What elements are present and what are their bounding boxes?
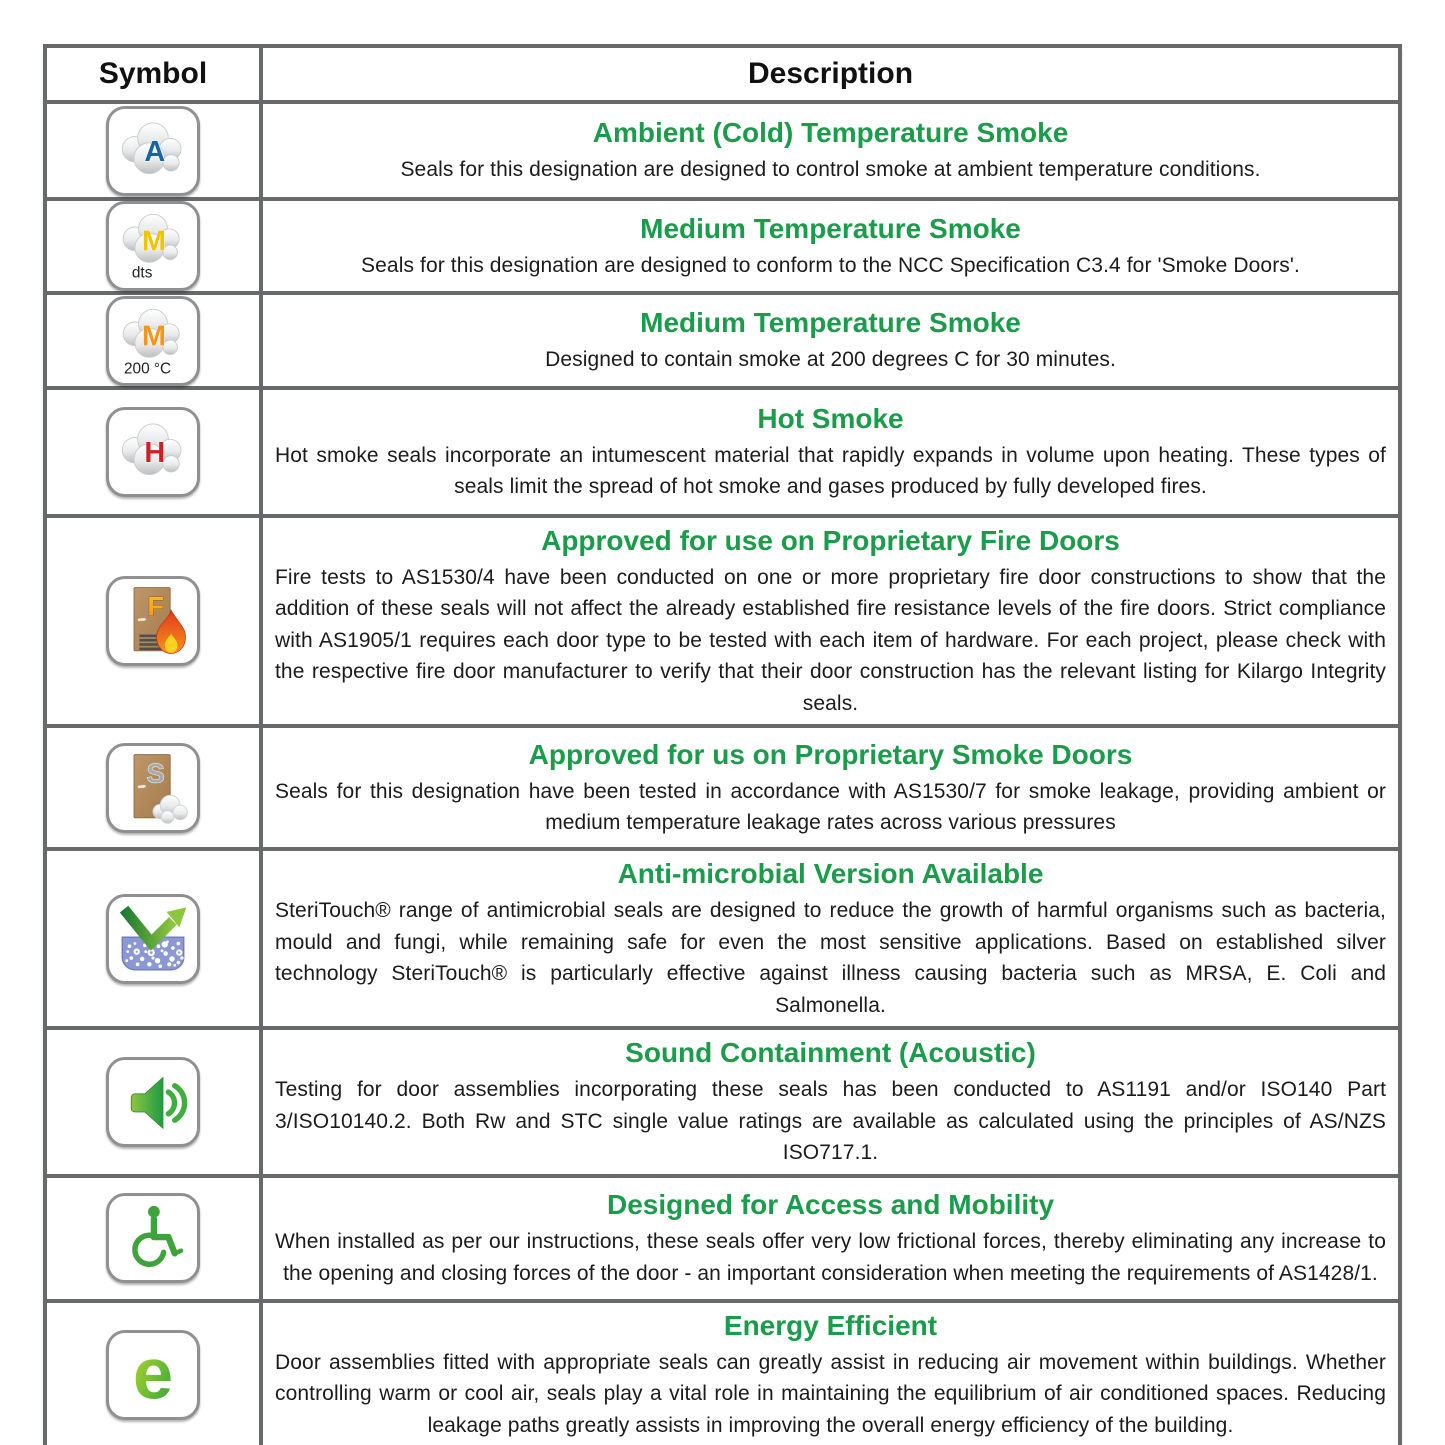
icon-frame (106, 576, 200, 666)
row-body: Seals for this designation are designed to control smoke at ambient temperature conditions. (400, 158, 1261, 182)
table-row (47, 100, 1398, 197)
row-title: Anti-microbial Version Available (617, 858, 1044, 890)
row-body: Fire tests to AS1530/4 have been conducted on one or more proprietary fire door constructions to show that the addition of these seals will not affect the already established fire resistance levels of the fire doors. Strict compliance with AS1905/1 requires each door type to be tested with each item of hardware. For each project, please check with the respective fire door manufacturer to verify that their door construction has the relevant listing for Kilargo Integrity seals. (275, 565, 1386, 715)
table-row (47, 386, 1398, 514)
ambient-smoke-icon (115, 113, 191, 189)
icon-letter: A (144, 135, 166, 168)
speaker-icon (115, 1064, 191, 1140)
icon-letter: H (144, 436, 166, 469)
fire-door-icon (115, 583, 191, 659)
description-cell (263, 1178, 1398, 1299)
description-header: Description (747, 57, 914, 90)
icon-sublabel: 200 °C (123, 360, 172, 378)
row-title: Sound Containment (Acoustic) (625, 1037, 1036, 1069)
symbol-cell (47, 518, 263, 724)
icon-frame (106, 894, 200, 984)
table-row (47, 847, 1398, 1026)
description-cell (263, 518, 1398, 724)
table-row (47, 197, 1398, 291)
icon-letter: M (141, 320, 166, 353)
icon-frame (106, 296, 200, 386)
icon-frame (106, 201, 200, 291)
icon-letter: M (141, 225, 166, 258)
description-cell (263, 201, 1398, 291)
symbol-cell (47, 1178, 263, 1299)
row-title: Approved for use on Proprietary Fire Doors (541, 525, 1120, 556)
icon-frame (106, 1330, 200, 1420)
row-title: Approved for us on Proprietary Smoke Doors (528, 738, 1133, 770)
table-row (47, 1299, 1398, 1445)
row-body: Hot smoke seals incorporate an intumescent material that rapidly expands in volume upon heating. These types of seals limit the spread of hot smoke and gases produced by fully developed fires. (275, 443, 1386, 499)
row-title: Energy Efficient (723, 1309, 938, 1341)
symbol-cell (47, 104, 263, 197)
table-row (47, 1026, 1398, 1173)
wheelchair-icon (115, 1200, 191, 1276)
symbol-cell (47, 1030, 263, 1173)
row-title: Designed for Access and Mobility (606, 1189, 1055, 1221)
medium-smoke-dts-icon (115, 208, 191, 284)
table-row (47, 514, 1398, 724)
smoke-door-icon (115, 750, 191, 826)
description-cell (263, 295, 1398, 386)
icon-frame (106, 1193, 200, 1283)
row-title: Ambient (Cold) Temperature Smoke (592, 117, 1069, 149)
row-body: Testing for door assemblies incorporating these seals has been conducted to AS1191 and/or ISO140 Part 3/ISO10140.2. Both Rw and STC single value ratings are available as calculated using the principles of AS/NZS ISO717.1. (275, 1078, 1386, 1165)
symbol-cell (47, 390, 263, 514)
row-title: Hot Smoke (757, 403, 904, 435)
row-body: When installed as per our instructions, these seals offer very low frictional forces, thereby eliminating any increase to the opening and closing forces of the door - an important consideration when meeting the requirements of AS1428/1. (275, 1230, 1386, 1285)
energy-efficient-icon (115, 1337, 191, 1413)
icon-frame (106, 407, 200, 497)
medium-smoke-200c-icon (115, 303, 191, 379)
description-cell (263, 1303, 1398, 1445)
table-row (47, 291, 1398, 386)
row-body: Designed to contain smoke at 200 degrees C for 30 minutes. (545, 348, 1116, 372)
icon-sublabel: dts (131, 264, 153, 282)
icon-frame (106, 1057, 200, 1147)
symbol-cell (47, 728, 263, 847)
row-title: Medium Temperature Smoke (640, 307, 1021, 339)
symbol-cell (47, 201, 263, 291)
description-cell (263, 1030, 1398, 1173)
icon-letter: F (147, 590, 165, 622)
table-row (47, 1174, 1398, 1299)
description-cell (263, 104, 1398, 197)
symbol-header-cell (47, 48, 263, 100)
row-body: SteriTouch® range of antimicrobial seals are designed to reduce the growth of harmful organisms such as bacteria, mould and fungi, while remaining safe for even the most sensitive applications. Based on established silver technology SteriTouch® is particularly effective against illness causing bacteria such as MRSA, E. Coli and Salmonella. (275, 899, 1386, 1017)
symbol-cell (47, 851, 263, 1026)
header-row (47, 48, 1398, 100)
icon-letter: S (146, 757, 165, 789)
table-row (47, 724, 1398, 847)
description-header-cell (263, 48, 1398, 100)
row-body: Door assemblies fitted with appropriate seals can greatly assist in reducing air movement within buildings. Whether controlling warm or cool air, seals play a vital role in maintaining the equilibrium of air conditioned spaces. Reducing leakage paths greatly assists in improving the overall energy efficiency of the building. (275, 1350, 1386, 1437)
row-body: Seals for this designation have been tested in accordance with AS1530/7 for smoke leakage, providing ambient or medium temperature leakage rates across various pressures (275, 779, 1386, 835)
symbol-cell (47, 1303, 263, 1445)
description-cell (263, 728, 1398, 847)
symbol-cell (47, 295, 263, 386)
icon-frame (106, 106, 200, 196)
description-cell (263, 390, 1398, 514)
symbol-header: Symbol (98, 57, 208, 90)
description-cell (263, 851, 1398, 1026)
antimicrobial-icon (115, 901, 191, 977)
icon-letter: e (132, 1336, 174, 1413)
row-title: Medium Temperature Smoke (640, 212, 1021, 244)
hot-smoke-icon (115, 414, 191, 490)
symbol-legend-table (43, 44, 1402, 1445)
icon-frame (106, 743, 200, 833)
row-body: Seals for this designation are designed to conform to the NCC Specification C3.4 for 'Smoke Doors'. (361, 253, 1300, 277)
